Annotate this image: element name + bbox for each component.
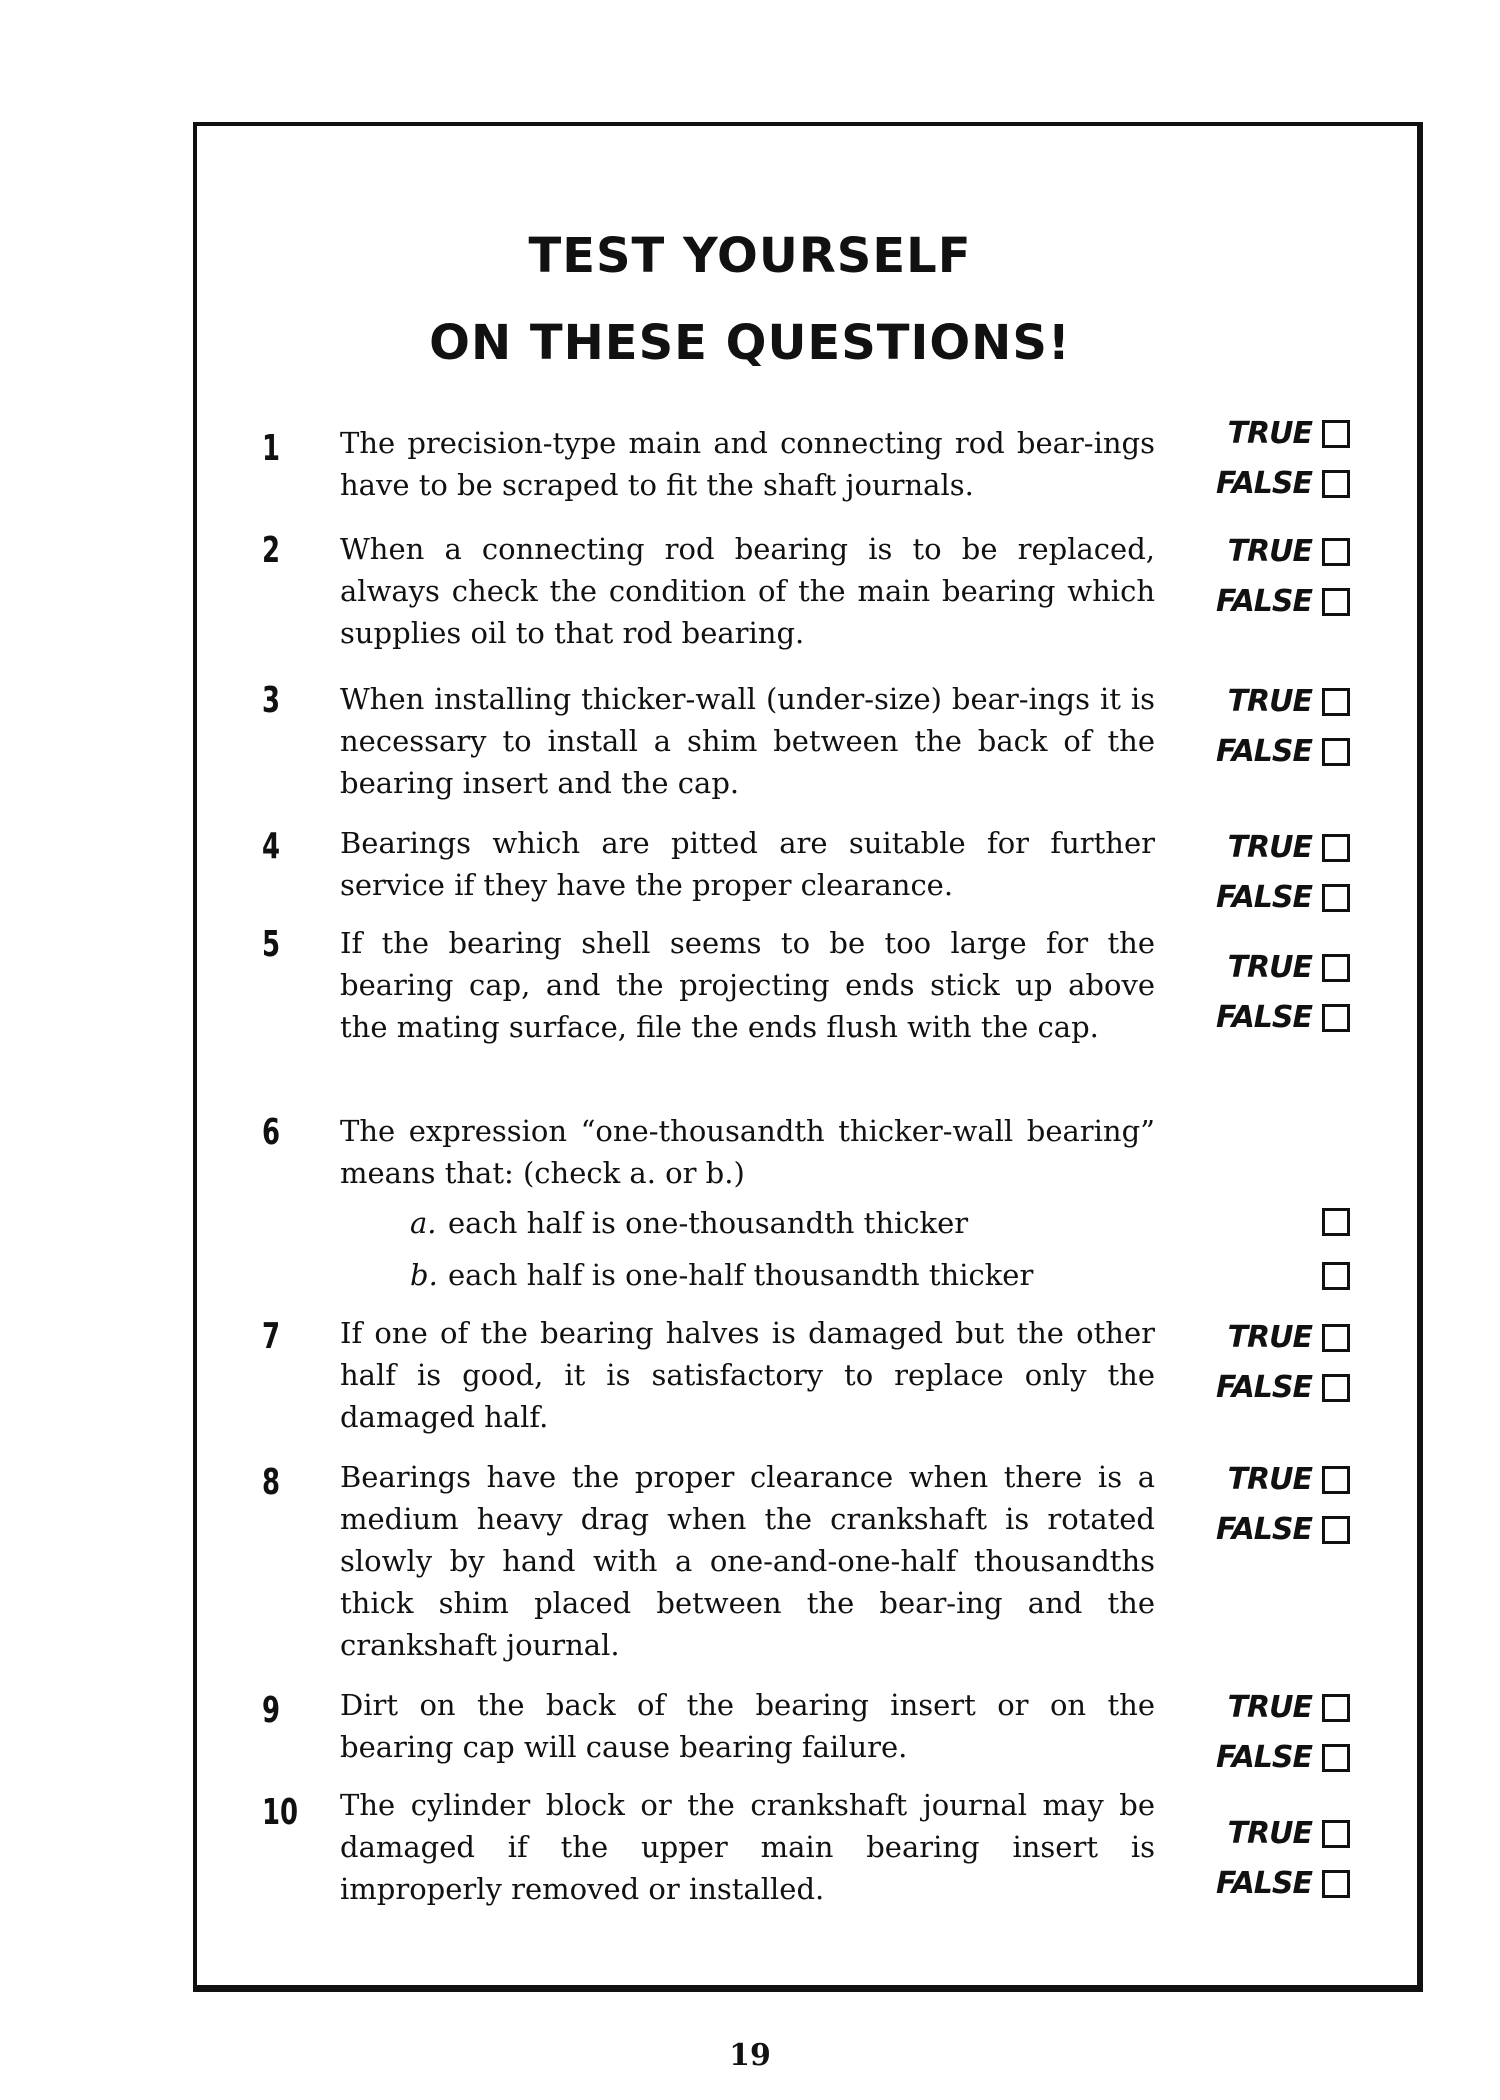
false-checkbox[interactable] xyxy=(1322,884,1350,912)
true-checkbox[interactable] xyxy=(1322,538,1350,566)
option-letter: a. xyxy=(410,1206,437,1240)
true-checkbox[interactable] xyxy=(1322,1466,1350,1494)
false-checkbox[interactable] xyxy=(1322,1004,1350,1032)
page-number: 19 xyxy=(729,2038,771,2073)
false-checkbox[interactable] xyxy=(1322,470,1350,498)
false-checkbox[interactable] xyxy=(1322,1870,1350,1898)
true-label: TRUE xyxy=(1227,684,1312,719)
question-number: 1 xyxy=(262,428,281,469)
question-number: 6 xyxy=(262,1112,281,1153)
true-checkbox[interactable] xyxy=(1322,688,1350,716)
true-checkbox[interactable] xyxy=(1322,1694,1350,1722)
option-b xyxy=(410,1254,1033,1296)
true-checkbox[interactable] xyxy=(1322,954,1350,982)
true-label: TRUE xyxy=(1227,950,1312,985)
answer-group xyxy=(1190,1316,1350,1416)
option-a xyxy=(410,1202,968,1244)
true-label: TRUE xyxy=(1227,1462,1312,1497)
question-number: 8 xyxy=(262,1462,281,1503)
question-number: 4 xyxy=(262,826,281,867)
true-label: TRUE xyxy=(1227,416,1312,451)
question-number: 10 xyxy=(262,1792,299,1833)
question-number: 7 xyxy=(262,1316,281,1357)
false-checkbox[interactable] xyxy=(1322,1516,1350,1544)
false-label: FALSE xyxy=(1215,734,1312,769)
question-text: When installing thicker-wall (under-size) bear-ings it is necessary to install a shim between the back of the bearing insert and the cap. xyxy=(340,682,1155,800)
false-checkbox[interactable] xyxy=(1322,1744,1350,1772)
false-label: FALSE xyxy=(1215,584,1312,619)
true-label: TRUE xyxy=(1227,830,1312,865)
answer-group xyxy=(1190,1686,1350,1786)
page-subtitle: ON THESE QUESTIONS! xyxy=(429,315,1071,371)
false-label: FALSE xyxy=(1215,466,1312,501)
true-label: TRUE xyxy=(1227,1816,1312,1851)
question-number: 9 xyxy=(262,1690,281,1731)
true-checkbox[interactable] xyxy=(1322,1820,1350,1848)
answer-group xyxy=(1190,946,1350,1046)
true-label: TRUE xyxy=(1227,1320,1312,1355)
false-label: FALSE xyxy=(1215,1512,1312,1547)
page-title: TEST YOURSELF xyxy=(528,228,972,284)
option-text: each half is one-half thousandth thicker xyxy=(448,1258,1034,1292)
question-text: The cylinder block or the crankshaft journal may be damaged if the upper main bearing insert is improperly removed or installed. xyxy=(340,1788,1155,1906)
true-label: TRUE xyxy=(1227,534,1312,569)
false-label: FALSE xyxy=(1215,1000,1312,1035)
option-a-checkbox[interactable] xyxy=(1322,1208,1350,1236)
question-text: If one of the bearing halves is damaged but the other half is good, it is satisfactory to replace only the damaged half. xyxy=(340,1316,1155,1434)
answer-group xyxy=(1190,826,1350,926)
option-letter: b. xyxy=(410,1258,438,1292)
option-b-checkbox[interactable] xyxy=(1322,1262,1350,1290)
false-label: FALSE xyxy=(1215,1740,1312,1775)
question-text: Bearings which are pitted are suitable for further service if they have the proper clearance. xyxy=(340,826,1155,902)
false-checkbox[interactable] xyxy=(1322,738,1350,766)
question-text: The expression “one-thousandth thicker-wall bearing” means that: (check a. or b.) xyxy=(340,1114,1155,1190)
question-text: When a connecting rod bearing is to be replaced, always check the condition of the main bearing which supplies oil to that rod bearing. xyxy=(340,532,1155,650)
answer-group xyxy=(1190,680,1350,780)
false-label: FALSE xyxy=(1215,1866,1312,1901)
answer-group xyxy=(1190,412,1350,512)
true-label: TRUE xyxy=(1227,1690,1312,1725)
false-label: FALSE xyxy=(1215,880,1312,915)
false-checkbox[interactable] xyxy=(1322,1374,1350,1402)
question-text: If the bearing shell seems to be too large for the bearing cap, and the projecting ends stick up above the mating surface, file the ends flush with the cap. xyxy=(340,926,1155,1044)
option-text: each half is one-thousandth thicker xyxy=(448,1206,969,1240)
true-checkbox[interactable] xyxy=(1322,420,1350,448)
answer-group xyxy=(1190,1458,1350,1558)
question-text: Bearings have the proper clearance when there is a medium heavy drag when the crankshaft is rotated slowly by hand with a one-and-one-half thousandths thick shim placed between the bear-ing and the crankshaft journal. xyxy=(340,1460,1155,1662)
false-label: FALSE xyxy=(1215,1370,1312,1405)
false-checkbox[interactable] xyxy=(1322,588,1350,616)
question-number: 2 xyxy=(262,530,281,571)
question-text: Dirt on the back of the bearing insert or on the bearing cap will cause bearing failure. xyxy=(340,1688,1155,1764)
true-checkbox[interactable] xyxy=(1322,1324,1350,1352)
answer-group xyxy=(1190,1812,1350,1912)
question-number: 3 xyxy=(262,680,281,721)
question-number: 5 xyxy=(262,924,281,965)
true-checkbox[interactable] xyxy=(1322,834,1350,862)
answer-group xyxy=(1190,530,1350,630)
question-text: The precision-type main and connecting rod bear-ings have to be scraped to fit the shaft journals. xyxy=(340,426,1155,502)
